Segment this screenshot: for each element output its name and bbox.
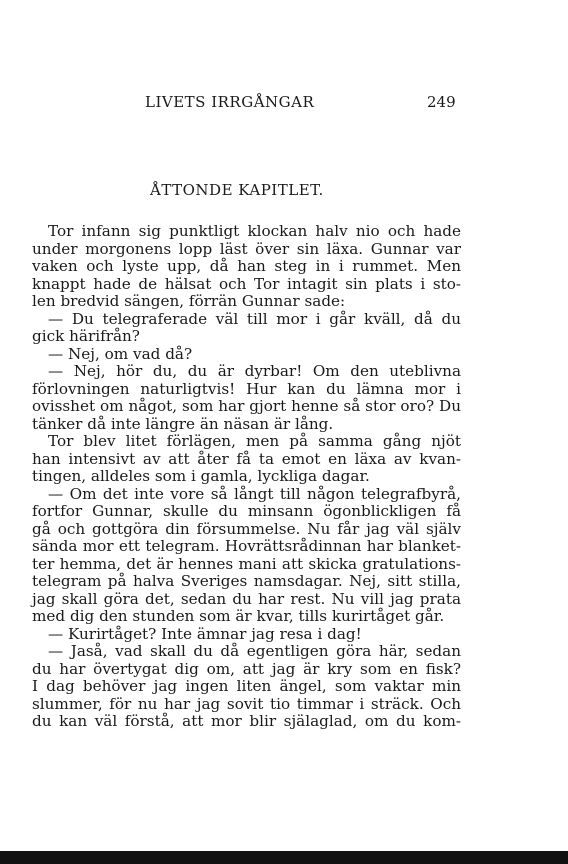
- text-line: — Du telegraferade väl till mor i går kväll, då du: [48, 309, 461, 328]
- text-line: jag skall göra det, sedan du har rest. Nu vill jag prata: [32, 589, 461, 608]
- text-line: — Om det inte vore så långt till någon telegrafbyrå,: [48, 484, 461, 503]
- text-line: slummer, för nu har jag sovit tio timmar i sträck. Och: [32, 694, 461, 713]
- text-line: — Nej, hör du, du är dyrbar! Om den uteblivna: [48, 362, 461, 380]
- text-line: telegram på halva Sveriges namsdagar. Nej, sitt stilla,: [32, 572, 461, 590]
- body-text: [32, 223, 461, 731]
- text-line: under morgonens lopp läst över sin läxa. Gunnar var: [32, 239, 461, 258]
- text-line: gå och gottgöra din försummelse. Nu får jag väl själv: [32, 519, 461, 538]
- text-line: förlovningen naturligtvis! Hur kan du lämna mor i: [32, 379, 461, 398]
- scan-bottom-edge: [0, 851, 568, 864]
- text-line: len bredvid sängen, förrän Gunnar sade:: [32, 292, 346, 310]
- text-line: — Kurirtåget? Inte ämnar jag resa i dag!: [48, 624, 362, 643]
- text-line: tänker då inte längre än näsan är lång.: [32, 414, 334, 433]
- text-line: med dig den stunden som är kvar, tills kurirtåget går.: [32, 607, 445, 625]
- chapter-title: ÅTTONDE KAPITLET.: [150, 181, 324, 199]
- text-line: Tor infann sig punktligt klockan halv nio och hade: [48, 222, 461, 240]
- text-line: sända mor ett telegram. Hovrättsrådinnan har blanket-: [32, 537, 461, 555]
- page-number: 249: [427, 93, 456, 111]
- text-line: han intensivt av att åter få ta emot en läxa av kvan-: [32, 449, 461, 468]
- text-line: — Jaså, vad skall du då egentligen göra här, sedan: [48, 642, 461, 660]
- text-line: du kan väl förstå, att mor blir själaglad, om du kom-: [32, 712, 461, 730]
- text-line: ter hemma, det är hennes mani att skicka gratulations-: [32, 554, 461, 573]
- text-line: ovisshet om något, som har gjort henne så stor oro? Du: [32, 397, 461, 415]
- text-line: Tor blev litet förlägen, men på samma gång njöt: [48, 432, 461, 450]
- running-head: LIVETS IRRGÅNGAR: [145, 93, 315, 111]
- text-line: fortfor Gunnar, skulle du minsann ögonblickligen få: [32, 502, 461, 520]
- text-line: vaken och lyste upp, då han steg in i rummet. Men: [32, 257, 461, 275]
- text-line: tingen, alldeles som i gamla, lyckliga dagar.: [32, 467, 370, 485]
- text-line: gick härifrån?: [32, 327, 140, 345]
- text-line: du har övertygat dig om, att jag är kry som en fisk?: [32, 659, 461, 678]
- text-line: knappt hade de hälsat och Tor intagit sin plats i sto-: [32, 274, 461, 293]
- text-line: I dag behöver jag ingen liten ängel, som vaktar min: [32, 677, 461, 695]
- text-line: — Nej, om vad då?: [48, 344, 193, 363]
